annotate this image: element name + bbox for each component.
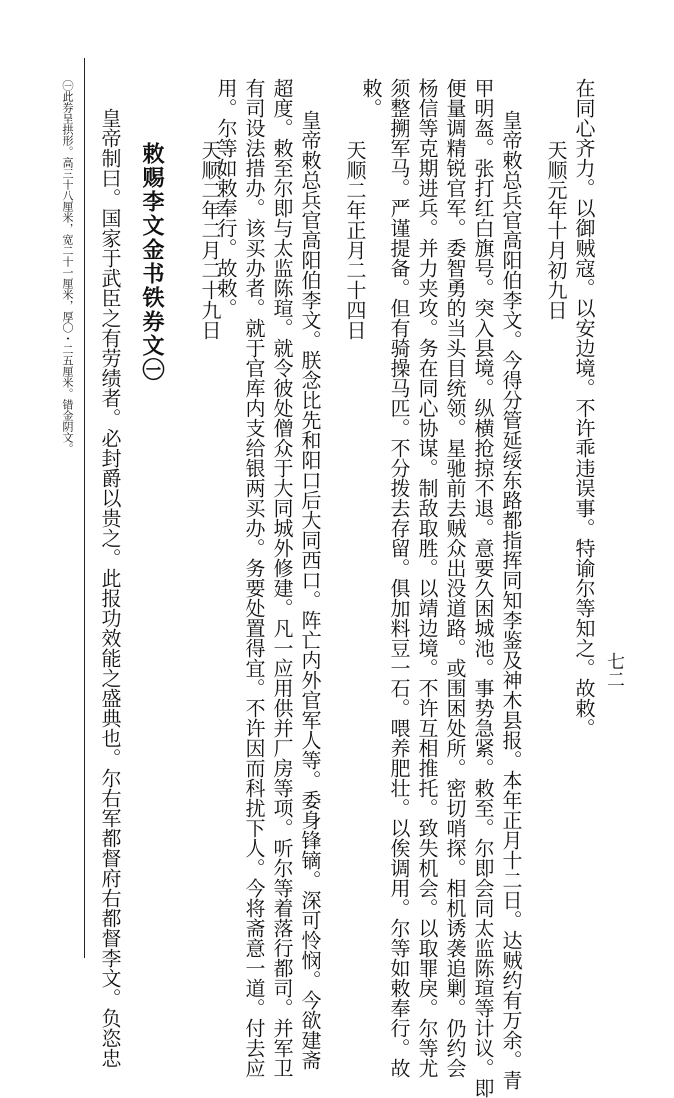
date-column: 天顺二年二月二十九日 <box>198 140 222 340</box>
date-column: 天顺二年正月二十四日 <box>343 140 367 340</box>
footnote: ㊀此券呈拱形。高三十八厘米，宽二十一厘米，厚〇・二五厘米。错金阴文。 <box>61 80 74 454</box>
date-column: 天顺元年十月初九日 <box>544 140 568 320</box>
text-column: 皇帝敕总兵官高阳伯李文。朕念比先和阳口后大同西口。阵亡内外官军人等。委身锋镝。深可怜悯。今欲建斋 <box>298 110 322 1070</box>
text-column: 皇帝制曰。国家于武臣之有劳绩者。必封爵以贵之。此报功效能之盛典也。尔右军都督府右都督李文。负恣忠 <box>98 108 122 1068</box>
text-column: 甲明盔。张打红白旗号。突入县境。纵横抢掠不退。意要久困城池。事势急紧。敕至。尔即会同太监陈瑄等计议。即 <box>471 78 495 1098</box>
text-column: 超度。敕至尔即与太监陈瑄。就令彼处僧众于大同城外修建。凡一应用供并厂房等项。听尔等着落行都司。并军卫 <box>270 78 294 1078</box>
text-column: 用。尔等如敕奉行。故敕。 <box>214 78 238 318</box>
footnote-rule <box>84 58 85 958</box>
text-column: 须整搠军马。严谨提备。但有骑操马匹。不分拨去存留。俱加料豆一石。喂养肥壮。以俟调用。尔等如敕奉行。故 <box>387 78 411 1078</box>
page-number: 七二 <box>604 652 625 688</box>
text-column: 有司设法措办。该买办者。就于官库内支给银两买办。务要处置得宜。不许因而科扰下人。今将斋意一道。付去应 <box>242 78 266 1078</box>
text-column: 皇帝敕总兵官高阳伯李文。今得分管延绥东路都指挥同知李鉴及神木县报。本年正月十二日。达贼约有万余。青 <box>499 110 523 1090</box>
text-column: 在同心齐力。以御贼寇。以安边境。不许乖违误事。特谕尔等知之。故敕。 <box>572 78 596 738</box>
text-column: 便量调精锐官军。委智勇的当头目统领。星驰前去贼众出没道路。或围困处所。密切哨探。相机诱袭追剿。仍约会 <box>443 78 467 1078</box>
text-column: 敕。 <box>359 78 383 118</box>
text-column: 杨信等克期进兵。并力夹攻。务在同心协谋。制敌取胜。以靖边境。不许互相推托。致失机会。以取罪戾。尔等尤 <box>415 78 439 1078</box>
section-title: 敕赐李文金书铁券文㊀ <box>139 142 165 382</box>
